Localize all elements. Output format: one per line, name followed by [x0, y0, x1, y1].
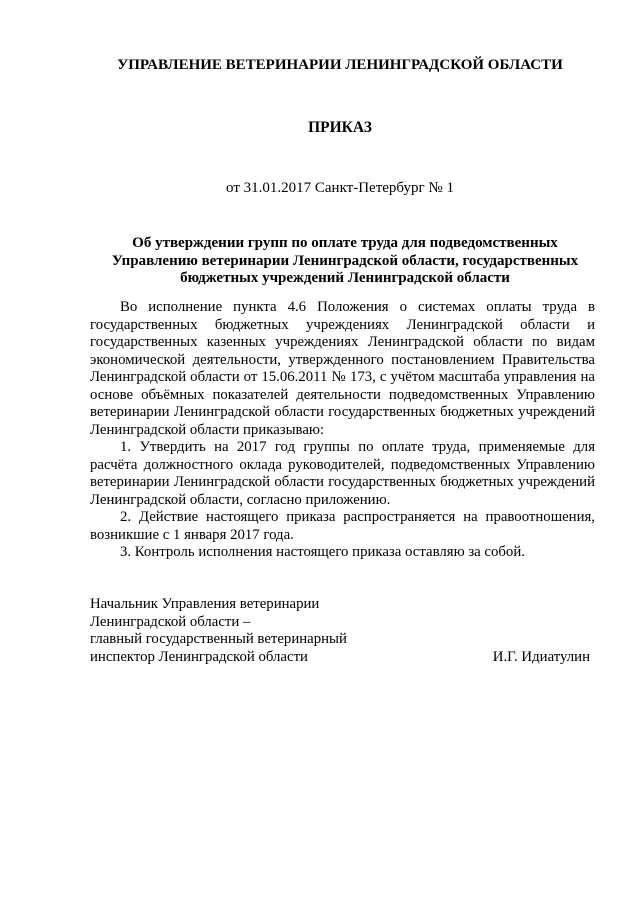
order-title-line: Управлению ветеринарии Ленинградской области, государственных [111, 252, 579, 269]
order-item-1: 1. Утвердить на 2017 год группы по оплате труда, применяемые для расчёта должностного оклада руководителей, подведомственных Управлению ветеринарии Ленинградской области государственных бюджетных учреждений Ленинградской области, согласно приложению. [90, 439, 595, 508]
order-item-2: 2. Действие настоящего приказа распространяется на правоотношения, возникшие с 1 января 2017 года. [90, 509, 595, 543]
signatory-title-line: Ленинградской области – [90, 613, 251, 630]
signatory-title-line: главный государственный ветеринарный [90, 631, 347, 647]
signatory-title-line: инспектор Ленинградской области [90, 648, 308, 665]
preamble-paragraph: Во исполнение пункта 4.6 Положения о системах оплаты труда в государственных бюджетных учреждениях Ленинградской области и государственных казенных учреждениях Ленинградской области по видам экономической деятельности, утвержденного постановлением Правительства Ленинградской области от 15.06.2011 № 173, с учётом масштаба управления на основе объёмных показателей деятельности подведомственных Управлению ветеринарии Ленинградской области государственных бюджетных учреждений Ленинградской области приказываю: [90, 299, 595, 438]
order-item-3: 3. Контроль исполнения настоящего приказа оставляю за собой. [120, 544, 525, 560]
order-body [90, 299, 595, 562]
signature-block [90, 596, 590, 666]
signatory-title-line: Начальник Управления ветеринарии [90, 596, 320, 612]
signatory-name: И.Г. Идиатулин [492, 648, 590, 665]
order-heading: ПРИКАЗ [308, 119, 372, 136]
order-title [60, 235, 630, 288]
organization-header: УПРАВЛЕНИЕ ВЕТЕРИНАРИИ ЛЕНИНГРАДСКОЙ ОБЛАСТИ [117, 57, 563, 73]
order-title-line: бюджетных учреждений Ленинградской области [180, 270, 510, 286]
order-date-line: от 31.01.2017 Санкт-Петербург № 1 [226, 180, 454, 196]
order-title-line: Об утверждении групп по оплате труда для подведомственных [132, 235, 558, 251]
